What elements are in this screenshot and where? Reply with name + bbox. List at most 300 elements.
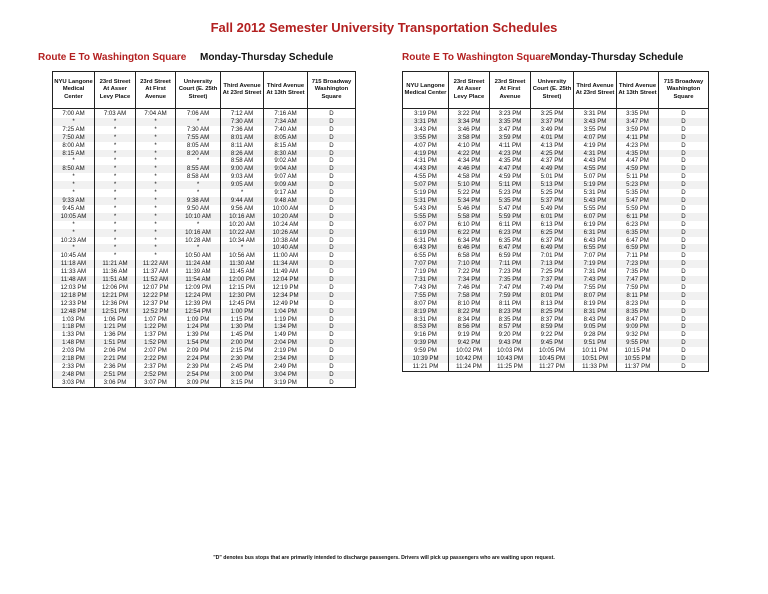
- time-cell: 5:43 PM: [574, 197, 617, 205]
- time-cell: 5:10 PM: [449, 181, 490, 189]
- time-cell: *: [95, 142, 136, 150]
- time-cell: 12:51 PM: [95, 308, 136, 316]
- time-cell: 4:58 PM: [449, 173, 490, 181]
- time-cell: D: [308, 213, 356, 221]
- time-cell: 3:43 PM: [403, 126, 449, 134]
- time-cell: 10:05 PM: [531, 347, 574, 355]
- time-cell: 10:45 PM: [531, 355, 574, 363]
- table-row: [403, 339, 709, 347]
- time-cell: 7:23 PM: [617, 260, 659, 268]
- time-cell: D: [308, 142, 356, 150]
- time-cell: D: [308, 316, 356, 324]
- time-cell: 4:59 PM: [490, 173, 531, 181]
- time-cell: D: [308, 237, 356, 245]
- table-row: [403, 189, 709, 197]
- time-cell: 6:19 PM: [403, 229, 449, 237]
- table-row: [53, 221, 356, 229]
- time-cell: *: [176, 157, 221, 165]
- time-cell: 3:34 PM: [449, 118, 490, 126]
- time-cell: D: [659, 157, 709, 165]
- time-cell: D: [659, 142, 709, 150]
- time-cell: D: [308, 308, 356, 316]
- time-cell: *: [136, 205, 176, 213]
- time-cell: 6:34 PM: [449, 237, 490, 245]
- route-label-left: Route E To Washington Square: [38, 52, 187, 63]
- time-cell: 5:55 PM: [574, 205, 617, 213]
- time-cell: 1:22 PM: [136, 323, 176, 331]
- time-cell: 10:02 PM: [449, 347, 490, 355]
- table-row: [403, 142, 709, 150]
- time-cell: 7:23 PM: [490, 268, 531, 276]
- time-cell: *: [95, 189, 136, 197]
- time-cell: D: [659, 316, 709, 324]
- time-cell: 7:19 PM: [574, 260, 617, 268]
- time-cell: 5:47 PM: [490, 205, 531, 213]
- time-cell: *: [95, 252, 136, 260]
- time-cell: D: [659, 331, 709, 339]
- time-cell: 12:36 PM: [95, 300, 136, 308]
- time-cell: 9:48 AM: [264, 197, 308, 205]
- time-cell: *: [176, 118, 221, 126]
- time-cell: 6:07 PM: [574, 213, 617, 221]
- table-row: [403, 134, 709, 142]
- table-row: [53, 308, 356, 316]
- table-row: [403, 252, 709, 260]
- time-cell: 6:59 PM: [490, 252, 531, 260]
- time-cell: 6:35 PM: [490, 237, 531, 245]
- time-cell: 3:15 PM: [221, 379, 264, 387]
- time-cell: 7:11 PM: [617, 252, 659, 260]
- table-row: [403, 197, 709, 205]
- time-cell: 6:19 PM: [574, 221, 617, 229]
- time-cell: 7:35 PM: [617, 268, 659, 276]
- time-cell: *: [95, 229, 136, 237]
- time-cell: D: [308, 276, 356, 284]
- header-nyu-langone: NYU Langone Medical Center: [53, 72, 95, 109]
- time-cell: 7:06 AM: [176, 109, 221, 118]
- time-cell: 7:19 PM: [403, 268, 449, 276]
- time-cell: 11:21 AM: [95, 260, 136, 268]
- time-cell: 11:22 AM: [136, 260, 176, 268]
- time-cell: 7:34 AM: [264, 118, 308, 126]
- time-cell: 10:55 PM: [617, 355, 659, 363]
- time-cell: 5:07 PM: [574, 173, 617, 181]
- time-cell: 9:05 PM: [574, 323, 617, 331]
- time-cell: 3:19 PM: [403, 109, 449, 118]
- time-cell: 12:24 PM: [176, 292, 221, 300]
- table-row: [403, 221, 709, 229]
- table-row: [53, 260, 356, 268]
- time-cell: D: [308, 150, 356, 158]
- time-cell: *: [95, 244, 136, 252]
- table-row: [53, 237, 356, 245]
- time-cell: 5:19 PM: [403, 189, 449, 197]
- table-row: [53, 244, 356, 252]
- table-row: [403, 323, 709, 331]
- time-cell: *: [136, 244, 176, 252]
- time-cell: 6:10 PM: [449, 221, 490, 229]
- header-university-court: University Court (E. 25th Street): [176, 72, 221, 109]
- time-cell: 9:00 AM: [221, 165, 264, 173]
- time-cell: 8:13 PM: [531, 300, 574, 308]
- time-cell: 9:03 AM: [221, 173, 264, 181]
- time-cell: D: [659, 276, 709, 284]
- time-cell: 2:30 PM: [221, 355, 264, 363]
- time-cell: 7:43 PM: [574, 276, 617, 284]
- time-cell: 12:52 PM: [136, 308, 176, 316]
- time-cell: 3:31 PM: [403, 118, 449, 126]
- header-university-court: University Court (E. 25th Street): [531, 72, 574, 109]
- time-cell: 3:43 PM: [574, 118, 617, 126]
- time-cell: 5:22 PM: [449, 189, 490, 197]
- table-header-row: [53, 72, 356, 109]
- time-cell: 10:20 AM: [221, 221, 264, 229]
- time-cell: 3:55 PM: [403, 134, 449, 142]
- time-cell: D: [308, 268, 356, 276]
- time-cell: 12:54 PM: [176, 308, 221, 316]
- time-cell: 5:58 PM: [449, 213, 490, 221]
- time-cell: 10:38 AM: [264, 237, 308, 245]
- time-cell: 10:39 PM: [403, 355, 449, 363]
- time-cell: *: [136, 189, 176, 197]
- time-cell: 6:49 PM: [531, 244, 574, 252]
- time-cell: 5:59 PM: [617, 205, 659, 213]
- time-cell: 3:25 PM: [531, 109, 574, 118]
- time-cell: 7:36 AM: [221, 126, 264, 134]
- time-cell: 3:46 PM: [449, 126, 490, 134]
- time-cell: 6:47 PM: [617, 237, 659, 245]
- time-cell: D: [308, 118, 356, 126]
- time-cell: 2:22 PM: [136, 355, 176, 363]
- time-cell: 12:00 PM: [221, 276, 264, 284]
- time-cell: D: [659, 181, 709, 189]
- table-row: [53, 268, 356, 276]
- time-cell: 11:24 AM: [176, 260, 221, 268]
- time-cell: 1:07 PM: [136, 316, 176, 324]
- time-cell: 9:02 AM: [264, 157, 308, 165]
- time-cell: 12:19 PM: [264, 284, 308, 292]
- time-cell: 7:37 PM: [531, 276, 574, 284]
- time-cell: 7:12 AM: [221, 109, 264, 118]
- time-cell: 11:30 AM: [221, 260, 264, 268]
- time-cell: 3:47 PM: [490, 126, 531, 134]
- header-23rd-asser-levy: 23rd Street At Asser Levy Place: [95, 72, 136, 109]
- time-cell: D: [659, 300, 709, 308]
- time-cell: D: [308, 181, 356, 189]
- time-cell: 2:36 PM: [95, 363, 136, 371]
- time-cell: 10:43 PM: [490, 355, 531, 363]
- time-cell: 2:00 PM: [221, 339, 264, 347]
- time-cell: D: [308, 252, 356, 260]
- page-title: Fall 2012 Semester University Transportation Schedules: [210, 20, 558, 35]
- time-cell: 1:00 PM: [221, 308, 264, 316]
- time-cell: 9:56 AM: [221, 205, 264, 213]
- time-cell: 3:47 PM: [617, 118, 659, 126]
- time-cell: 3:49 PM: [531, 126, 574, 134]
- time-cell: 9:50 AM: [176, 205, 221, 213]
- time-cell: 8:07 PM: [574, 292, 617, 300]
- time-cell: 7:47 PM: [617, 276, 659, 284]
- table-row: [403, 237, 709, 245]
- time-cell: 10:56 AM: [221, 252, 264, 260]
- time-cell: 10:03 PM: [490, 347, 531, 355]
- time-cell: 11:48 AM: [53, 276, 95, 284]
- time-cell: *: [176, 189, 221, 197]
- time-cell: 2:24 PM: [176, 355, 221, 363]
- time-cell: D: [659, 244, 709, 252]
- time-cell: 4:19 PM: [403, 150, 449, 158]
- time-cell: 1:04 PM: [264, 308, 308, 316]
- time-cell: 6:35 PM: [617, 229, 659, 237]
- time-cell: D: [308, 339, 356, 347]
- time-cell: *: [221, 189, 264, 197]
- table-row: [403, 347, 709, 355]
- time-cell: 7:01 PM: [531, 252, 574, 260]
- time-cell: 9:20 PM: [490, 331, 531, 339]
- time-cell: D: [308, 323, 356, 331]
- table-row: [53, 157, 356, 165]
- table-row: [403, 165, 709, 173]
- time-cell: 4:23 PM: [490, 150, 531, 158]
- time-cell: 4:13 PM: [531, 142, 574, 150]
- time-cell: 3:55 PM: [574, 126, 617, 134]
- time-cell: 9:09 AM: [264, 181, 308, 189]
- time-cell: 5:11 PM: [617, 173, 659, 181]
- time-cell: 8:53 PM: [403, 323, 449, 331]
- time-cell: 7:43 PM: [403, 284, 449, 292]
- time-cell: D: [659, 339, 709, 347]
- time-cell: 10:16 AM: [176, 229, 221, 237]
- time-cell: *: [136, 252, 176, 260]
- table-row: [403, 363, 709, 371]
- time-cell: 1:37 PM: [136, 331, 176, 339]
- time-cell: 5:37 PM: [531, 197, 574, 205]
- time-cell: 2:03 PM: [53, 347, 95, 355]
- time-cell: 8:19 PM: [574, 300, 617, 308]
- header-third-ave-13th: Third Avenue At 13th Street: [264, 72, 308, 109]
- time-cell: 10:00 AM: [264, 205, 308, 213]
- time-cell: 5:43 PM: [403, 205, 449, 213]
- time-cell: 5:13 PM: [531, 181, 574, 189]
- table-row: [403, 260, 709, 268]
- table-row: [403, 150, 709, 158]
- time-cell: 8:10 PM: [449, 300, 490, 308]
- time-cell: 6:11 PM: [490, 221, 531, 229]
- time-cell: *: [176, 244, 221, 252]
- time-cell: 5:19 PM: [574, 181, 617, 189]
- time-cell: 7:04 AM: [136, 109, 176, 118]
- time-cell: 7:30 AM: [221, 118, 264, 126]
- time-cell: 6:31 PM: [403, 237, 449, 245]
- time-cell: D: [659, 109, 709, 118]
- time-cell: 4:19 PM: [574, 142, 617, 150]
- time-cell: 8:26 AM: [221, 150, 264, 158]
- time-cell: D: [659, 229, 709, 237]
- time-cell: 5:07 PM: [403, 181, 449, 189]
- time-cell: *: [136, 118, 176, 126]
- time-cell: 11:25 PM: [490, 363, 531, 371]
- table-row: [53, 118, 356, 126]
- table-row: [53, 126, 356, 134]
- time-cell: 7:59 PM: [617, 284, 659, 292]
- time-cell: D: [659, 205, 709, 213]
- time-cell: 7:34 PM: [449, 276, 490, 284]
- time-cell: 12:07 PM: [136, 284, 176, 292]
- time-cell: 11:51 AM: [95, 276, 136, 284]
- time-cell: 10:42 PM: [449, 355, 490, 363]
- time-cell: 1:54 PM: [176, 339, 221, 347]
- time-cell: 12:45 PM: [221, 300, 264, 308]
- time-cell: 8:01 PM: [531, 292, 574, 300]
- table-row: [53, 189, 356, 197]
- time-cell: 11:24 PM: [449, 363, 490, 371]
- table-row: [53, 379, 356, 387]
- time-cell: 8:11 PM: [490, 300, 531, 308]
- time-cell: 8:00 AM: [53, 142, 95, 150]
- time-cell: 8:57 PM: [490, 323, 531, 331]
- time-cell: 8:23 PM: [490, 308, 531, 316]
- time-cell: 11:36 AM: [95, 268, 136, 276]
- time-cell: 8:34 PM: [449, 316, 490, 324]
- time-cell: 1:45 PM: [221, 331, 264, 339]
- header-23rd-asser-levy: 23rd Street At Asser Levy Place: [449, 72, 490, 109]
- time-cell: 8:20 AM: [176, 150, 221, 158]
- time-cell: D: [308, 165, 356, 173]
- time-cell: 1:52 PM: [136, 339, 176, 347]
- time-cell: 4:43 PM: [403, 165, 449, 173]
- table-row: [53, 150, 356, 158]
- time-cell: 3:31 PM: [574, 109, 617, 118]
- time-cell: 8:43 PM: [574, 316, 617, 324]
- time-cell: D: [659, 197, 709, 205]
- time-cell: 9:32 PM: [617, 331, 659, 339]
- time-cell: D: [659, 355, 709, 363]
- time-cell: 8:55 AM: [176, 165, 221, 173]
- time-cell: *: [95, 150, 136, 158]
- time-cell: 4:49 PM: [531, 165, 574, 173]
- time-cell: D: [659, 126, 709, 134]
- table-row: [53, 134, 356, 142]
- time-cell: 3:03 PM: [53, 379, 95, 387]
- table-row: [403, 126, 709, 134]
- time-cell: 9:17 AM: [264, 189, 308, 197]
- time-cell: *: [95, 165, 136, 173]
- time-cell: 4:55 PM: [403, 173, 449, 181]
- time-cell: *: [136, 173, 176, 181]
- time-cell: 12:48 PM: [53, 308, 95, 316]
- time-cell: D: [308, 244, 356, 252]
- time-cell: *: [136, 157, 176, 165]
- time-cell: 2:19 PM: [264, 347, 308, 355]
- table-row: [53, 165, 356, 173]
- time-cell: 2:48 PM: [53, 371, 95, 379]
- table-row: [403, 213, 709, 221]
- schedule-table-left: [52, 71, 356, 388]
- time-cell: 10:28 AM: [176, 237, 221, 245]
- time-cell: *: [95, 126, 136, 134]
- time-cell: 7:55 AM: [176, 134, 221, 142]
- time-cell: 1:15 PM: [221, 316, 264, 324]
- time-cell: 2:06 PM: [95, 347, 136, 355]
- time-cell: D: [308, 363, 356, 371]
- time-cell: 1:09 PM: [176, 316, 221, 324]
- time-cell: 8:30 AM: [264, 150, 308, 158]
- table-row: [403, 244, 709, 252]
- time-cell: 8:15 AM: [53, 150, 95, 158]
- time-cell: 8:19 PM: [403, 308, 449, 316]
- time-cell: 5:35 PM: [617, 189, 659, 197]
- time-cell: 8:01 AM: [221, 134, 264, 142]
- time-cell: 4:10 PM: [449, 142, 490, 150]
- time-cell: D: [659, 363, 709, 371]
- time-cell: 7:03 AM: [95, 109, 136, 118]
- time-cell: D: [659, 237, 709, 245]
- time-cell: 11:21 PM: [403, 363, 449, 371]
- time-cell: *: [53, 181, 95, 189]
- time-cell: 9:04 AM: [264, 165, 308, 173]
- time-cell: D: [308, 284, 356, 292]
- time-cell: 1:34 PM: [264, 323, 308, 331]
- table-row: [403, 118, 709, 126]
- time-cell: 3:06 PM: [95, 379, 136, 387]
- time-cell: 9:16 PM: [403, 331, 449, 339]
- time-cell: *: [95, 157, 136, 165]
- time-cell: 9:45 PM: [531, 339, 574, 347]
- time-cell: D: [659, 308, 709, 316]
- table-row: [53, 197, 356, 205]
- time-cell: 2:15 PM: [221, 347, 264, 355]
- time-cell: 4:37 PM: [531, 157, 574, 165]
- header-nyu-langone: NYU Langone Medical Center: [403, 72, 449, 109]
- time-cell: D: [659, 252, 709, 260]
- time-cell: 6:25 PM: [531, 229, 574, 237]
- time-cell: 4:47 PM: [490, 165, 531, 173]
- time-cell: 10:34 AM: [221, 237, 264, 245]
- time-cell: 4:07 PM: [403, 142, 449, 150]
- time-cell: 8:11 AM: [221, 142, 264, 150]
- table-row: [53, 347, 356, 355]
- time-cell: D: [308, 205, 356, 213]
- time-cell: *: [95, 118, 136, 126]
- time-cell: 3:04 PM: [264, 371, 308, 379]
- time-cell: 7:49 PM: [531, 284, 574, 292]
- time-cell: 1:48 PM: [53, 339, 95, 347]
- time-cell: 11:37 PM: [617, 363, 659, 371]
- time-cell: D: [659, 347, 709, 355]
- time-cell: 4:55 PM: [574, 165, 617, 173]
- time-cell: 5:23 PM: [490, 189, 531, 197]
- header-715-broadway: 715 Broadway Washington Square: [308, 72, 356, 109]
- time-cell: 10:20 AM: [264, 213, 308, 221]
- table-row: [53, 292, 356, 300]
- time-cell: *: [95, 221, 136, 229]
- table-row: [53, 229, 356, 237]
- table-row: [53, 173, 356, 181]
- time-cell: 7:30 AM: [176, 126, 221, 134]
- time-cell: 3:22 PM: [449, 109, 490, 118]
- time-cell: *: [136, 150, 176, 158]
- time-cell: 2:39 PM: [176, 363, 221, 371]
- time-cell: 1:49 PM: [264, 331, 308, 339]
- time-cell: *: [136, 142, 176, 150]
- time-cell: 7:55 PM: [574, 284, 617, 292]
- time-cell: 5:31 PM: [574, 189, 617, 197]
- time-cell: 4:59 PM: [617, 165, 659, 173]
- time-cell: 11:54 AM: [176, 276, 221, 284]
- table-row: [53, 363, 356, 371]
- time-cell: 12:34 PM: [264, 292, 308, 300]
- route-label-right: Route E To Washington Square: [402, 52, 551, 63]
